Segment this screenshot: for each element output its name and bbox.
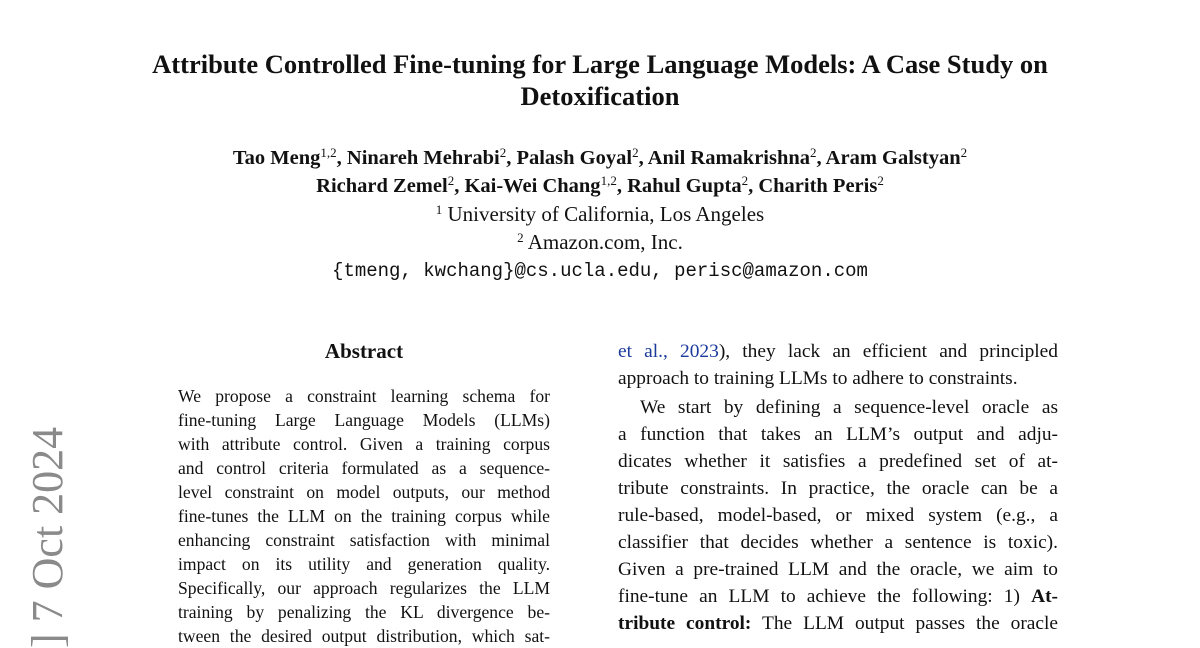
body-line: dicates whether it satisfies a predefined set of at-	[618, 451, 1058, 472]
body-text: fine-tune an LLM to achieve the following: 1)	[618, 586, 1032, 607]
author-affil-mark: 2	[499, 145, 507, 160]
author-name: Kai-Wei Chang	[464, 175, 601, 197]
abstract-heading: Abstract	[324, 339, 404, 363]
abstract-line: with attribute control. Given a training corpus	[178, 434, 550, 454]
body-line	[618, 583, 1058, 610]
affiliation-text: University of California, Los Angeles	[447, 202, 765, 226]
abstract-line: and control criteria formulated as a sequence-	[178, 458, 550, 478]
body-line: classifier that decides whether a sentence is toxic).	[618, 532, 1058, 553]
author-affil-mark: 2	[447, 173, 455, 188]
author-name: Anil Ramakrishna	[647, 147, 811, 169]
body-text: ), they lack an efficient and principled	[718, 341, 1058, 362]
body-bold-term: tribute control:	[618, 613, 752, 634]
author-name: Ninareh Mehrabi	[346, 147, 500, 169]
body-line: Given a pre-trained LLM and the oracle, we aim to	[618, 559, 1058, 580]
author-emails: {tmeng, kwchang}@cs.ucla.edu, perisc@amazon.com	[332, 260, 868, 282]
body-line: We start by defining a sequence-level oracle as	[640, 397, 1058, 418]
paper-title: Attribute Controlled Fine-tuning for Large Language Models: A Case Study on Detoxification	[152, 49, 1048, 111]
body-line: tribute constraints. In practice, the oracle can be a	[618, 478, 1058, 499]
author-affil-mark: 2	[632, 145, 639, 160]
author-affil-mark: 2	[741, 173, 749, 188]
affiliation-mark: 2	[517, 230, 524, 245]
affiliation-text: Amazon.com, Inc.	[527, 230, 683, 254]
body-line: a function that takes an LLM’s output and adju-	[618, 424, 1058, 445]
abstract-line: fine-tuning Large Language Models (LLMs)	[178, 410, 550, 430]
body-line	[618, 338, 1058, 365]
author-affil-mark: 1,2	[600, 173, 617, 188]
abstract-line: tween the desired output distribution, which sat-	[178, 626, 550, 646]
body-text: The LLM output passes the oracle	[751, 613, 1058, 634]
body-line: rule-based, model-based, or mixed system (e.g., a	[618, 505, 1058, 526]
author-name: Tao Meng	[232, 147, 321, 169]
abstract-line: training by penalizing the KL divergence be-	[178, 602, 550, 622]
author-line-1: Tao Meng$^{1,2}$, Ninareh Mehrabi$^2$, Palash Goyal$^2$, Anil Ramakrishna$^2$, Aram Galstyan$^2$	[232, 145, 968, 169]
affiliation-2	[100, 228, 1100, 256]
author-name: Palash Goyal	[516, 147, 633, 169]
abstract-line: level constraint on model outputs, our method	[178, 482, 550, 502]
body-line: approach to training LLMs to adhere to constraints.	[618, 368, 1018, 389]
affiliation-1	[100, 200, 1100, 228]
citation-link[interactable]: et al., 2023	[618, 341, 719, 362]
body-line	[618, 610, 1058, 637]
abstract-line: impact on its utility and generation quality.	[178, 554, 550, 574]
author-line-2: Richard Zemel$^2$, Kai-Wei Chang$^{1,2}$, Rahul Gupta$^2$, Charith Peris$^2$	[316, 173, 884, 197]
author-affil-mark: 2	[877, 173, 884, 188]
author-name: Aram Galstyan	[825, 147, 961, 169]
affiliation-mark: 1	[435, 202, 443, 217]
author-name: Rahul Gupta	[627, 175, 742, 197]
author-affil-mark: 2	[960, 145, 968, 160]
author-affil-mark: 1,2	[320, 145, 337, 160]
author-name: Charith Peris	[758, 175, 878, 197]
abstract-line: fine-tunes the LLM on the training corpus while	[178, 506, 550, 526]
abstract-line: enhancing constraint satisfaction with minimal	[178, 530, 550, 550]
abstract-line: We propose a constraint learning schema for	[178, 386, 550, 406]
body-bold-term: At-	[1031, 586, 1058, 607]
arxiv-side-stamp: ] 7 Oct 2024	[23, 426, 72, 648]
abstract-line: Specifically, our approach regularizes the LLM	[178, 578, 550, 598]
author-affil-mark: 2	[810, 145, 817, 160]
author-list	[100, 144, 1100, 200]
author-name: Richard Zemel	[316, 175, 448, 197]
